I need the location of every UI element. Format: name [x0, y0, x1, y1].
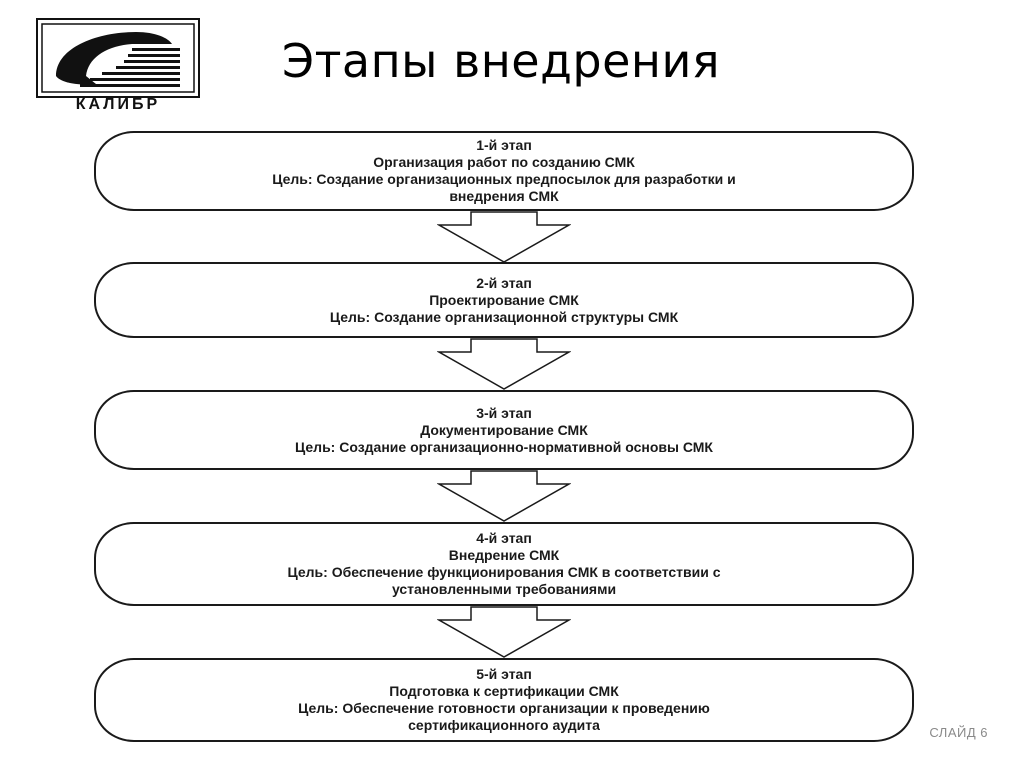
logo-text: КАЛИБР: [75, 96, 161, 113]
stage-name: Внедрение СМК: [448, 547, 560, 563]
stage-5-box: [94, 658, 914, 742]
stage-number: 3-й этап: [476, 404, 532, 421]
stage-goal-line: Цель: Создание организационно-нормативной основы СМК: [295, 438, 713, 455]
stage-1-box: [94, 131, 914, 211]
stage-name: Подготовка к сертификации СМК: [389, 683, 619, 699]
stage-2-box: [94, 262, 914, 338]
stage-number: 5-й этап: [476, 666, 532, 682]
stage-name: Организация работ по созданию СМК: [373, 154, 635, 170]
stage-goal-line: Цель: Создание организационной структуры СМК: [329, 308, 679, 325]
stage-name: Проектирование СМК: [429, 291, 579, 308]
stage-goal-line: установленными требованиями: [391, 581, 617, 597]
stage-goal-line: Цель: Обеспечение функционирования СМК в соответствии с: [287, 564, 721, 580]
stage-4-box: [94, 522, 914, 606]
page-title: Этапы внедрения: [282, 34, 721, 88]
down-arrow-icon: [437, 606, 571, 658]
stage-number: 1-й этап: [476, 137, 532, 153]
stage-goal-line: сертификационного аудита: [408, 717, 600, 733]
stage-goal-line: внедрения СМК: [449, 188, 559, 204]
down-arrow-icon: [437, 211, 571, 263]
down-arrow-icon: [437, 470, 571, 522]
down-arrow-icon: [437, 338, 571, 390]
slide-number: СЛАЙД 6: [929, 725, 988, 740]
stage-goal-line: Цель: Обеспечение готовности организации к проведению: [298, 700, 710, 716]
stage-number: 2-й этап: [476, 274, 532, 291]
stage-name: Документирование СМК: [420, 421, 588, 438]
stage-number: 4-й этап: [476, 530, 532, 546]
stage-goal-line: Цель: Создание организационных предпосылок для разработки и: [272, 171, 736, 187]
stage-3-box: [94, 390, 914, 470]
